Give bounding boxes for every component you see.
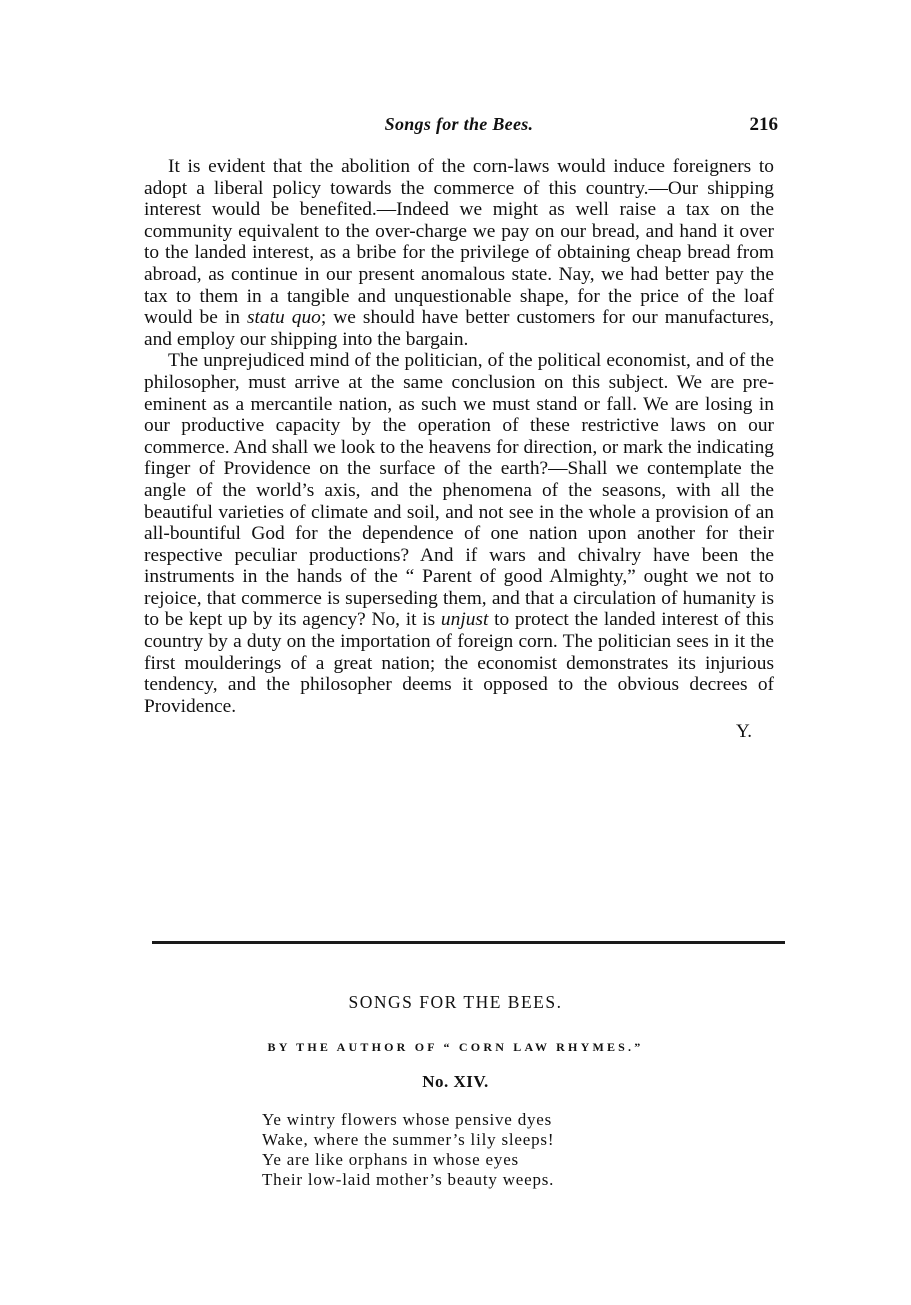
page-number: 216 [749,114,778,135]
running-head [144,114,778,140]
poem-line: Their low-laid mother’s beauty weeps. [262,1170,555,1189]
running-title: Songs for the Bees. [384,114,534,134]
author-signature: Y. [735,721,752,743]
section-divider-rule [152,941,785,944]
poem-stanza [262,1110,682,1190]
essay-paragraph [144,156,774,350]
essay-body [144,156,774,743]
section-title: SONGS FOR THE BEES. [348,992,563,1012]
poem-number: No. XIV. [422,1072,489,1091]
paragraph-text: It is evident that the abolition of the corn-laws would induce foreigners to adopt a liberal policy towards the commerce of this country.—Our shipping interest would be benefited.—Indeed we might as well raise a tax on the community equivalent to the over-charge we pay on our bread, and hand it over to the landed interest, as a bribe for the privilege of obtaining cheap bread from abroad, as continue in our present anomalous state. Nay, we had better pay the tax to them in a tangible and unquestionable shape, for the price of the loaf would be in [144,156,774,329]
paragraph-text: The unprejudiced mind of the politician, of the political economist, and of the philosopher, must arrive at the same conclusion on this subject. We are pre-eminent as a mercantile nation, as such we must stand or fall. We are losing in our productive capacity by the operation of these restrictive laws on our commerce. And shall we look to the heavens for direction, or mark the indicating finger of Providence on the surface of the earth?—Shall we contemplate the angle of the world’s axis, and the phenomena of the seasons, with all the beautiful varieties of climate and soil, and not see in the whole a provision of an all-bountiful God for the dependence of one nation upon another for their respective peculiar productions? And if wars and chivalry have been the instruments in the hands of the “ Parent of good Almighty,” ought we not to rejoice, that commerce is superseding them, and that a circulation of humanity is to be kept up by its agency? No, it is [144,350,774,631]
italic-word: unjust [440,609,489,631]
paragraph-text: to protect the landed interest of this country by a duty on the importation of foreign corn. The politician sees in it the first moulderings of a great nation; the economist demonstrates its injurious tendency, and the philosopher deems it opposed to the obvious decrees of Providence. [144,609,774,717]
poem-line: Ye are like orphans in whose eyes [262,1150,519,1169]
poem-line: Ye wintry flowers whose pensive dyes [262,1110,553,1129]
poem-line: Wake, where the summer’s lily sleeps! [262,1130,555,1149]
italic-phrase: statu quo [247,307,321,329]
section-byline: BY THE AUTHOR OF “ CORN LAW RHYMES.” [267,1040,644,1054]
paragraph-text: ; we should have better customers for our manufactures, and employ our shipping into the bargain. [144,307,775,350]
essay-paragraph [144,350,774,717]
